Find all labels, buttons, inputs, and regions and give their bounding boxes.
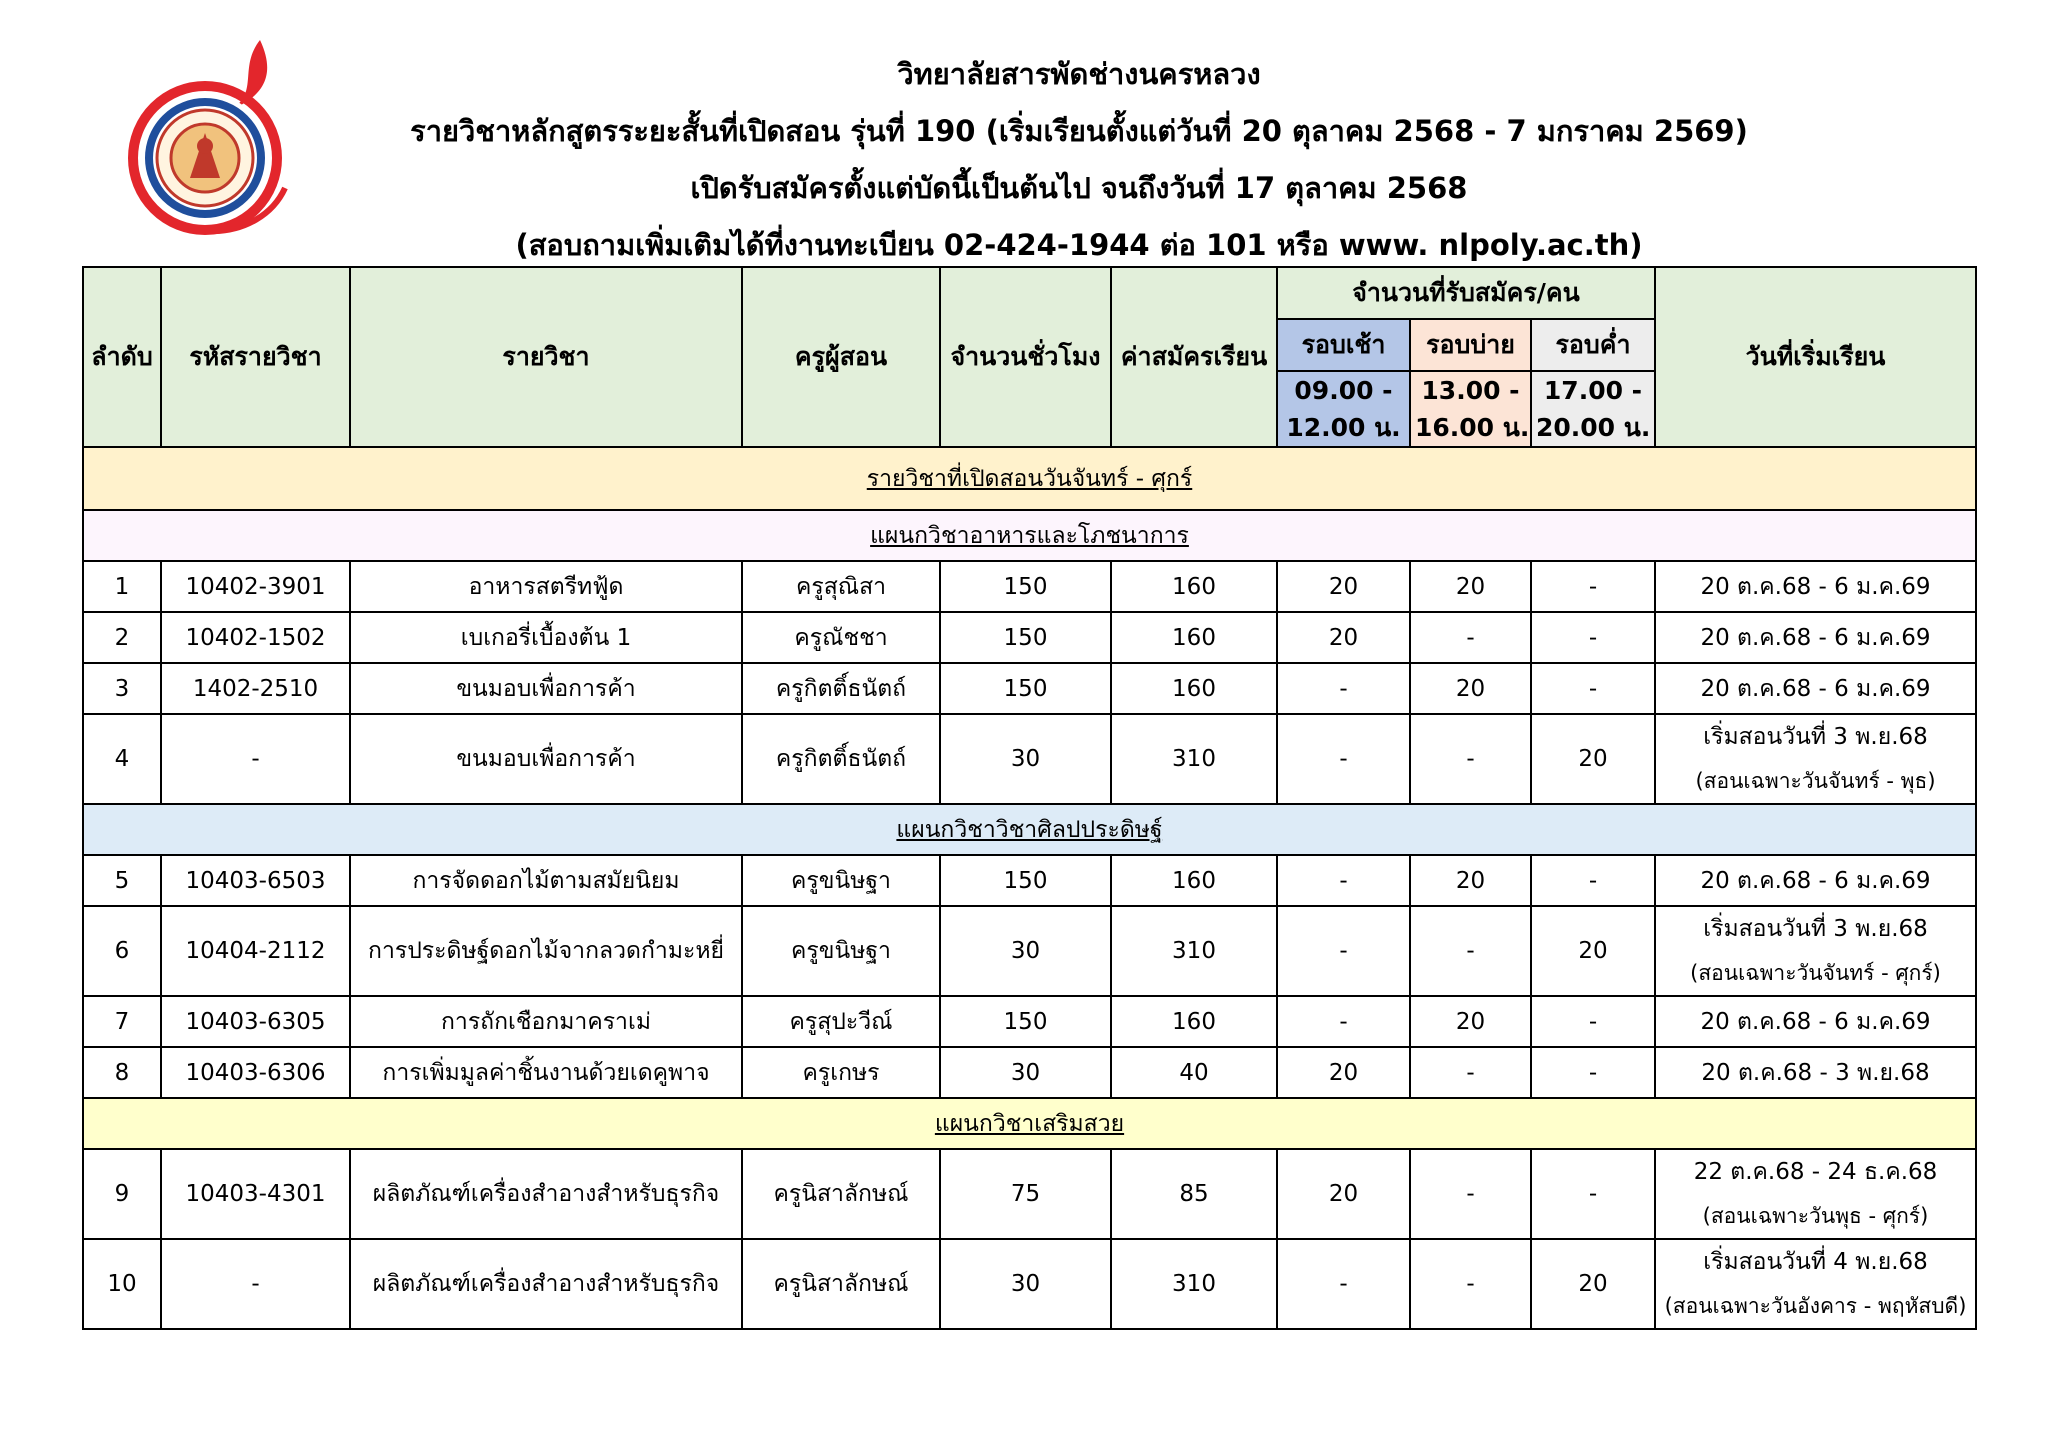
registration-deadline: เปิดรับสมัครตั้งแต่บัดนี้เป็นต้นไป จนถึงวันที่ 17 ตุลาคม 2568 [690, 171, 1468, 205]
start-date [1655, 714, 1976, 804]
afternoon-seats: - [1410, 1149, 1531, 1239]
teacher-name: ครูณัชชา [742, 612, 940, 663]
table-row [83, 1239, 1976, 1329]
header-hours: จำนวนชั่วโมง [940, 267, 1111, 447]
morning-seats: - [1277, 906, 1410, 996]
afternoon-seats: 20 [1410, 663, 1531, 714]
course-table [82, 266, 1977, 1330]
header-no: ลำดับ [83, 267, 161, 447]
course-fee: 160 [1111, 855, 1277, 906]
afternoon-seats: - [1410, 1239, 1531, 1329]
course-code: 1402-2510 [161, 663, 350, 714]
morning-seats: 20 [1277, 1149, 1410, 1239]
start-date-text: เริ่มสอนวันที่ 3 พ.ย.68 [1703, 724, 1928, 750]
afternoon-seats: - [1410, 906, 1531, 996]
morning-seats: - [1277, 714, 1410, 804]
header-start-date: วันที่เริ่มเรียน [1655, 267, 1976, 447]
start-date-text: เริ่มสอนวันที่ 4 พ.ย.68 [1703, 1249, 1928, 1275]
start-date-text: 20 ต.ค.68 - 6 ม.ค.69 [1700, 675, 1931, 702]
morning-seats: - [1277, 1239, 1410, 1329]
start-date [1655, 1149, 1976, 1239]
start-date [1655, 1239, 1976, 1329]
row-number: 6 [83, 906, 161, 996]
table-row [83, 663, 1976, 714]
course-hours: 30 [940, 1239, 1111, 1329]
evening-seats: 20 [1531, 1239, 1655, 1329]
afternoon-seats: 20 [1410, 996, 1531, 1047]
course-hours: 150 [940, 561, 1111, 612]
course-fee: 160 [1111, 996, 1277, 1047]
afternoon-seats: 20 [1410, 855, 1531, 906]
department-header: แผนกวิชาวิชาศิลปประดิษฐ์ [83, 804, 1976, 855]
row-number: 8 [83, 1047, 161, 1098]
course-batch-title: รายวิชาหลักสูตรระยะสั้นที่เปิดสอน รุ่นที่ 190 (เริ่มเรียนตั้งแต่วันที่ 20 ตุลาคม 2568 - 7 มกราคม 2569) [410, 114, 1748, 148]
evening-seats: - [1531, 855, 1655, 906]
section-title: รายวิชาที่เปิดสอนวันจันทร์ - ศุกร์ [83, 447, 1976, 510]
row-number: 3 [83, 663, 161, 714]
evening-time-end: 20.00 น. [1536, 413, 1651, 442]
table-row [83, 1149, 1976, 1239]
start-date [1655, 855, 1976, 906]
teacher-name: ครูสุณิสา [742, 561, 940, 612]
course-name: การถักเชือกมาคราเม่ [350, 996, 742, 1047]
course-fee: 40 [1111, 1047, 1277, 1098]
start-date [1655, 996, 1976, 1047]
course-code: - [161, 714, 350, 804]
start-date-text: เริ่มสอนวันที่ 3 พ.ย.68 [1703, 916, 1928, 942]
course-fee: 85 [1111, 1149, 1277, 1239]
evening-seats: 20 [1531, 714, 1655, 804]
course-hours: 30 [940, 714, 1111, 804]
start-date [1655, 663, 1976, 714]
teacher-name: ครูนิสาลักษณ์ [742, 1239, 940, 1329]
course-fee: 310 [1111, 1239, 1277, 1329]
course-name: ผลิตภัณฑ์เครื่องสำอางสำหรับธุรกิจ [350, 1239, 742, 1329]
teacher-name: ครูนิสาลักษณ์ [742, 1149, 940, 1239]
afternoon-time-start: 13.00 - [1421, 376, 1520, 405]
course-name: ขนมอบเพื่อการค้า [350, 714, 742, 804]
morning-seats: 20 [1277, 1047, 1410, 1098]
course-fee: 310 [1111, 714, 1277, 804]
header-evening: รอบค่ำ [1531, 319, 1655, 371]
header-afternoon-time [1410, 371, 1531, 447]
course-name: การเพิ่มมูลค่าชิ้นงานด้วยเดคูพาจ [350, 1047, 742, 1098]
teacher-name: ครูกิตติ์ธนัตถ์ [742, 714, 940, 804]
evening-seats: - [1531, 612, 1655, 663]
morning-seats: 20 [1277, 561, 1410, 612]
course-hours: 150 [940, 855, 1111, 906]
table-row [83, 906, 1976, 996]
course-code: 10404-2112 [161, 906, 350, 996]
course-fee: 160 [1111, 663, 1277, 714]
afternoon-seats: - [1410, 1047, 1531, 1098]
start-date-text: 22 ต.ค.68 - 24 ธ.ค.68 [1693, 1159, 1938, 1185]
course-code: 10403-4301 [161, 1149, 350, 1239]
department-header: แผนกวิชาอาหารและโภชนาการ [83, 510, 1976, 561]
header-evening-time [1531, 371, 1655, 447]
teacher-name: ครูขนิษฐา [742, 906, 940, 996]
start-date-text: 20 ต.ค.68 - 6 ม.ค.69 [1700, 867, 1931, 894]
course-name: การประดิษฐ์ดอกไม้จากลวดกำมะหยี่ [350, 906, 742, 996]
evening-seats: - [1531, 561, 1655, 612]
row-number: 1 [83, 561, 161, 612]
evening-seats: - [1531, 663, 1655, 714]
course-hours: 30 [940, 1047, 1111, 1098]
course-name: ผลิตภัณฑ์เครื่องสำอางสำหรับธุรกิจ [350, 1149, 742, 1239]
table-row [83, 1047, 1976, 1098]
morning-seats: - [1277, 663, 1410, 714]
header-fee: ค่าสมัครเรียน [1111, 267, 1277, 447]
morning-time-end: 12.00 น. [1286, 413, 1401, 442]
start-date-note: (สอนเฉพาะวันพุธ - ศุกร์) [1702, 1204, 1929, 1228]
start-date-text: 20 ต.ค.68 - 6 ม.ค.69 [1700, 624, 1931, 651]
course-hours: 150 [940, 996, 1111, 1047]
evening-seats: - [1531, 1047, 1655, 1098]
table-row [83, 612, 1976, 663]
row-number: 9 [83, 1149, 161, 1239]
row-number: 2 [83, 612, 161, 663]
course-code: - [161, 1239, 350, 1329]
header-capacity: จำนวนที่รับสมัคร/คน [1277, 267, 1655, 319]
start-date [1655, 561, 1976, 612]
course-code: 10402-3901 [161, 561, 350, 612]
course-hours: 75 [940, 1149, 1111, 1239]
afternoon-seats: - [1410, 612, 1531, 663]
row-number: 7 [83, 996, 161, 1047]
table-row [83, 855, 1976, 906]
course-name: การจัดดอกไม้ตามสมัยนิยม [350, 855, 742, 906]
course-name: อาหารสตรีทฟู้ด [350, 561, 742, 612]
contact-info: (สอบถามเพิ่มเติมได้ที่งานทะเบียน 02-424-1944 ต่อ 101 หรือ www. nlpoly.ac.th) [515, 228, 1643, 262]
start-date-note: (สอนเฉพาะวันจันทร์ - พุธ) [1695, 769, 1936, 793]
row-number: 4 [83, 714, 161, 804]
teacher-name: ครูกิตติ์ธนัตถ์ [742, 663, 940, 714]
course-code: 10403-6503 [161, 855, 350, 906]
start-date-text: 20 ต.ค.68 - 6 ม.ค.69 [1700, 573, 1931, 600]
header-morning-time [1277, 371, 1410, 447]
college-name: วิทยาลัยสารพัดช่างนครหลวง [897, 57, 1261, 91]
course-code: 10403-6305 [161, 996, 350, 1047]
course-fee: 160 [1111, 561, 1277, 612]
course-code: 10402-1502 [161, 612, 350, 663]
start-date-text: 20 ต.ค.68 - 6 ม.ค.69 [1700, 1008, 1931, 1035]
afternoon-seats: - [1410, 714, 1531, 804]
table-row [83, 714, 1976, 804]
course-hours: 150 [940, 663, 1111, 714]
evening-time-start: 17.00 - [1543, 376, 1643, 405]
header-code: รหัสรายวิชา [161, 267, 350, 447]
afternoon-seats: 20 [1410, 561, 1531, 612]
table-row [83, 996, 1976, 1047]
start-date-note: (สอนเฉพาะวันจันทร์ - ศุกร์) [1690, 961, 1941, 985]
morning-time-start: 09.00 - [1294, 376, 1393, 405]
start-date [1655, 1047, 1976, 1098]
course-hours: 150 [940, 612, 1111, 663]
header-teacher: ครูผู้สอน [742, 267, 940, 447]
row-number: 5 [83, 855, 161, 906]
course-code: 10403-6306 [161, 1047, 350, 1098]
evening-seats: - [1531, 1149, 1655, 1239]
start-date-note: (สอนเฉพาะวันอังคาร - พฤหัสบดี) [1664, 1294, 1967, 1318]
department-header: แผนกวิชาเสริมสวย [83, 1098, 1976, 1149]
header-subject: รายวิชา [350, 267, 742, 447]
morning-seats: - [1277, 855, 1410, 906]
evening-seats: - [1531, 996, 1655, 1047]
course-fee: 160 [1111, 612, 1277, 663]
start-date [1655, 612, 1976, 663]
document-header [0, 46, 2048, 274]
evening-seats: 20 [1531, 906, 1655, 996]
course-hours: 30 [940, 906, 1111, 996]
teacher-name: ครูสุปะวีณ์ [742, 996, 940, 1047]
row-number: 10 [83, 1239, 161, 1329]
course-name: เบเกอรี่เบื้องต้น 1 [350, 612, 742, 663]
morning-seats: 20 [1277, 612, 1410, 663]
table-row [83, 561, 1976, 612]
course-fee: 310 [1111, 906, 1277, 996]
afternoon-time-end: 16.00 น. [1415, 413, 1530, 442]
header-afternoon: รอบบ่าย [1410, 319, 1531, 371]
course-name: ขนมอบเพื่อการค้า [350, 663, 742, 714]
start-date-text: 20 ต.ค.68 - 3 พ.ย.68 [1701, 1059, 1930, 1086]
teacher-name: ครูขนิษฐา [742, 855, 940, 906]
morning-seats: - [1277, 996, 1410, 1047]
header-morning: รอบเช้า [1277, 319, 1410, 371]
teacher-name: ครูเกษร [742, 1047, 940, 1098]
start-date [1655, 906, 1976, 996]
